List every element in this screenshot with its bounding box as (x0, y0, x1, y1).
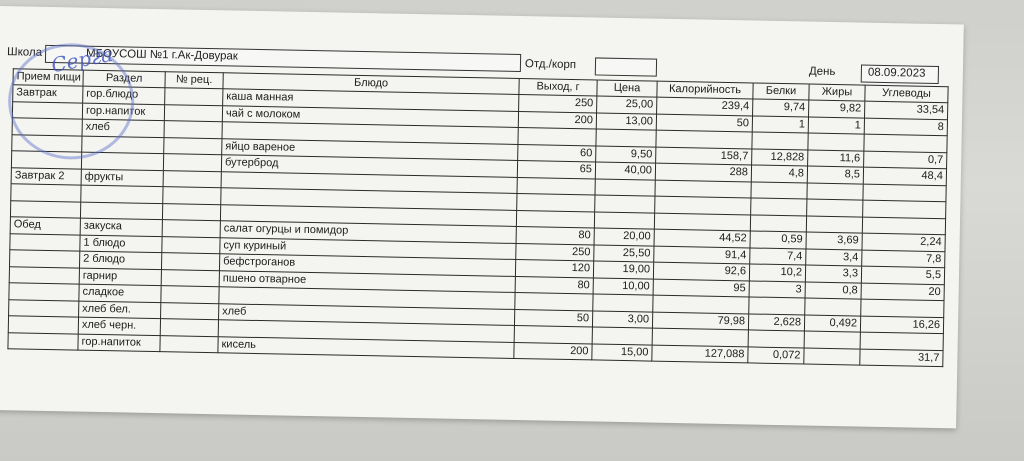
protein-cell (751, 198, 807, 216)
carbs-cell: 8 (864, 118, 947, 136)
output-cell (518, 127, 596, 145)
col-header: Белки (753, 83, 809, 100)
col-header: Цена (597, 80, 657, 97)
meal-cell (10, 250, 80, 268)
meal-cell: Обед (10, 217, 80, 235)
output-cell: 65 (517, 160, 595, 178)
price-cell: 25,00 (597, 96, 657, 114)
carbs-cell: 31,7 (860, 349, 943, 367)
calories-cell: 127,088 (652, 345, 748, 363)
school-value: МБОУСОШ №1 г.Ак-Довурак (85, 47, 238, 63)
school-field (45, 45, 521, 72)
protein-cell: 1 (752, 115, 808, 133)
col-header: Жиры (809, 84, 865, 101)
recipe-cell (161, 286, 219, 304)
section-cell: сладкое (79, 284, 161, 302)
price-cell: 10,00 (593, 277, 653, 295)
protein-cell: 4,8 (751, 165, 807, 183)
output-cell: 250 (516, 243, 594, 261)
section-cell (82, 136, 164, 154)
output-cell (515, 292, 593, 310)
recipe-cell (162, 220, 220, 238)
section-cell: гор.напиток (78, 334, 160, 352)
fat-cell (805, 298, 861, 316)
meal-cell (10, 200, 80, 218)
fat-cell (804, 331, 860, 349)
meal-cell (9, 266, 79, 284)
recipe-cell (163, 187, 221, 205)
price-cell: 25,50 (594, 244, 654, 262)
price-cell (596, 129, 656, 147)
calories-cell: 158,7 (656, 147, 752, 165)
calories-cell (652, 328, 748, 346)
meal-cell (10, 233, 80, 251)
recipe-cell (164, 137, 222, 155)
protein-cell: 12,828 (752, 148, 808, 166)
school-label: Школа (7, 46, 43, 59)
fat-cell: 3,4 (806, 249, 862, 267)
protein-cell: 7,4 (750, 247, 806, 265)
section-cell (81, 185, 163, 203)
fat-cell: 0,8 (805, 282, 861, 300)
section-cell: 2 блюдо (79, 251, 161, 269)
dish-cell: чай с молоком (222, 105, 518, 127)
meal-cell (8, 332, 78, 350)
dish-cell: яйцо вареное (222, 138, 518, 160)
calories-cell (655, 196, 751, 214)
output-cell: 250 (519, 94, 597, 112)
price-cell (594, 211, 654, 229)
carbs-cell: 16,26 (860, 316, 943, 334)
dish-cell: бутерброд (221, 155, 517, 177)
day-value: 08.09.2023 (867, 66, 926, 80)
fat-cell (807, 199, 863, 217)
day-field (861, 65, 939, 84)
protein-cell: 0,072 (748, 346, 804, 364)
col-header: Блюдо (223, 73, 519, 95)
col-header: Углеводы (865, 85, 948, 103)
carbs-cell: 20 (861, 283, 944, 301)
recipe-cell (161, 253, 219, 271)
meal-cell: Завтрак (13, 85, 83, 103)
fat-cell: 0,492 (804, 315, 860, 333)
section-cell (81, 152, 163, 170)
carbs-cell: 48,4 (863, 167, 946, 185)
fat-cell: 8,5 (807, 166, 863, 184)
carbs-cell: 5,5 (861, 266, 944, 284)
recipe-cell (162, 203, 220, 221)
output-cell: 80 (515, 276, 593, 294)
calories-cell: 95 (653, 279, 749, 297)
price-cell: 13,00 (596, 112, 656, 130)
col-header: Выход, г (519, 78, 597, 95)
protein-cell: 3 (749, 280, 805, 298)
fat-cell: 11,6 (808, 150, 864, 168)
output-cell: 50 (514, 309, 592, 327)
recipe-cell (163, 170, 221, 188)
meal-cell (12, 134, 82, 152)
dish-cell: бефстроганов (219, 254, 515, 276)
section-cell: хлеб бел. (79, 301, 161, 319)
meal-cell (8, 316, 78, 334)
recipe-cell (161, 269, 219, 287)
calories-cell: 91,4 (654, 246, 750, 264)
dept-field (595, 57, 657, 76)
recipe-cell (164, 121, 222, 139)
fat-cell (804, 347, 860, 365)
output-cell: 200 (514, 342, 592, 360)
fat-cell: 3,69 (806, 232, 862, 250)
calories-cell: 50 (656, 114, 752, 132)
fat-cell (808, 133, 864, 151)
carbs-cell (860, 332, 943, 350)
recipe-cell (164, 104, 222, 122)
output-cell: 120 (515, 259, 593, 277)
dish-cell: кисель (218, 336, 514, 358)
dish-cell: пшено отварное (219, 270, 515, 292)
section-cell: гор.блюдо (83, 86, 165, 104)
price-cell: 3,00 (592, 310, 652, 328)
protein-cell (750, 214, 806, 232)
calories-cell: 79,98 (652, 312, 748, 330)
price-cell: 19,00 (593, 261, 653, 279)
recipe-cell (162, 236, 220, 254)
output-cell (517, 193, 595, 211)
recipe-cell (160, 319, 218, 337)
col-header: Прием пищи (13, 69, 83, 86)
fat-cell: 9,82 (809, 100, 865, 118)
price-cell: 20,00 (594, 228, 654, 246)
fat-cell: 1 (808, 117, 864, 135)
protein-cell (748, 330, 804, 348)
meal-cell (9, 299, 79, 317)
section-cell: хлеб черн. (78, 317, 160, 335)
fat-cell (807, 183, 863, 201)
calories-cell: 92,6 (653, 262, 749, 280)
carbs-cell: 2,24 (862, 233, 945, 251)
col-header: Калорийность (657, 81, 753, 99)
price-cell: 40,00 (595, 162, 655, 180)
calories-cell (653, 295, 749, 313)
carbs-cell: 0,7 (864, 151, 947, 169)
fat-cell: 3,3 (805, 265, 861, 283)
menu-sheet (0, 6, 964, 428)
carbs-cell: 7,8 (862, 250, 945, 268)
dish-cell: салат огурцы и помидор (220, 221, 516, 243)
calories-cell (656, 130, 752, 148)
carbs-cell (863, 200, 946, 218)
section-cell: гарнир (79, 268, 161, 286)
price-cell (595, 178, 655, 196)
output-cell (516, 210, 594, 228)
protein-cell: 9,74 (753, 99, 809, 117)
section-cell: фрукты (81, 169, 163, 187)
calories-cell: 239,4 (657, 97, 753, 115)
protein-cell: 0,59 (750, 231, 806, 249)
recipe-cell (163, 154, 221, 172)
meal-cell (11, 151, 81, 169)
output-cell: 60 (518, 144, 596, 162)
protein-cell (749, 297, 805, 315)
dish-cell: хлеб (219, 303, 515, 325)
carbs-cell: 33,54 (865, 101, 948, 119)
section-cell: 1 блюдо (80, 235, 162, 253)
fat-cell (806, 216, 862, 234)
calories-cell: 44,52 (654, 229, 750, 247)
output-cell: 80 (516, 226, 594, 244)
signature: Серга (49, 41, 115, 78)
section-cell: закуска (80, 218, 162, 236)
calories-cell (655, 180, 751, 198)
dept-label: Отд./корп (524, 58, 577, 72)
price-cell: 15,00 (592, 343, 652, 361)
recipe-cell (165, 88, 223, 106)
recipe-cell (161, 302, 219, 320)
meal-cell (12, 101, 82, 119)
day-label: День (808, 65, 836, 79)
dish-cell: суп куриный (220, 237, 516, 259)
carbs-cell (862, 217, 945, 235)
col-header: Раздел (83, 70, 165, 88)
recipe-cell (160, 335, 218, 353)
protein-cell (752, 132, 808, 150)
protein-cell: 10,2 (749, 264, 805, 282)
output-cell (517, 177, 595, 195)
protein-cell: 2,628 (748, 313, 804, 331)
meal-cell: Завтрак 2 (11, 167, 81, 185)
col-header: № рец. (165, 72, 223, 89)
output-cell: 200 (518, 111, 596, 129)
dish-cell: каша манная (223, 89, 519, 111)
section-cell: гор.напиток (82, 103, 164, 121)
price-cell (592, 327, 652, 345)
carbs-cell (864, 134, 947, 152)
section-cell: хлеб (82, 119, 164, 137)
price-cell (595, 195, 655, 213)
carbs-cell (861, 299, 944, 317)
price-cell (593, 294, 653, 312)
meal-cell (12, 118, 82, 136)
meal-cell (9, 283, 79, 301)
meal-cell (11, 184, 81, 202)
output-cell (514, 325, 592, 343)
calories-cell: 288 (655, 163, 751, 181)
section-cell (80, 202, 162, 220)
carbs-cell (863, 184, 946, 202)
protein-cell (751, 181, 807, 199)
calories-cell (654, 213, 750, 231)
price-cell: 9,50 (596, 145, 656, 163)
